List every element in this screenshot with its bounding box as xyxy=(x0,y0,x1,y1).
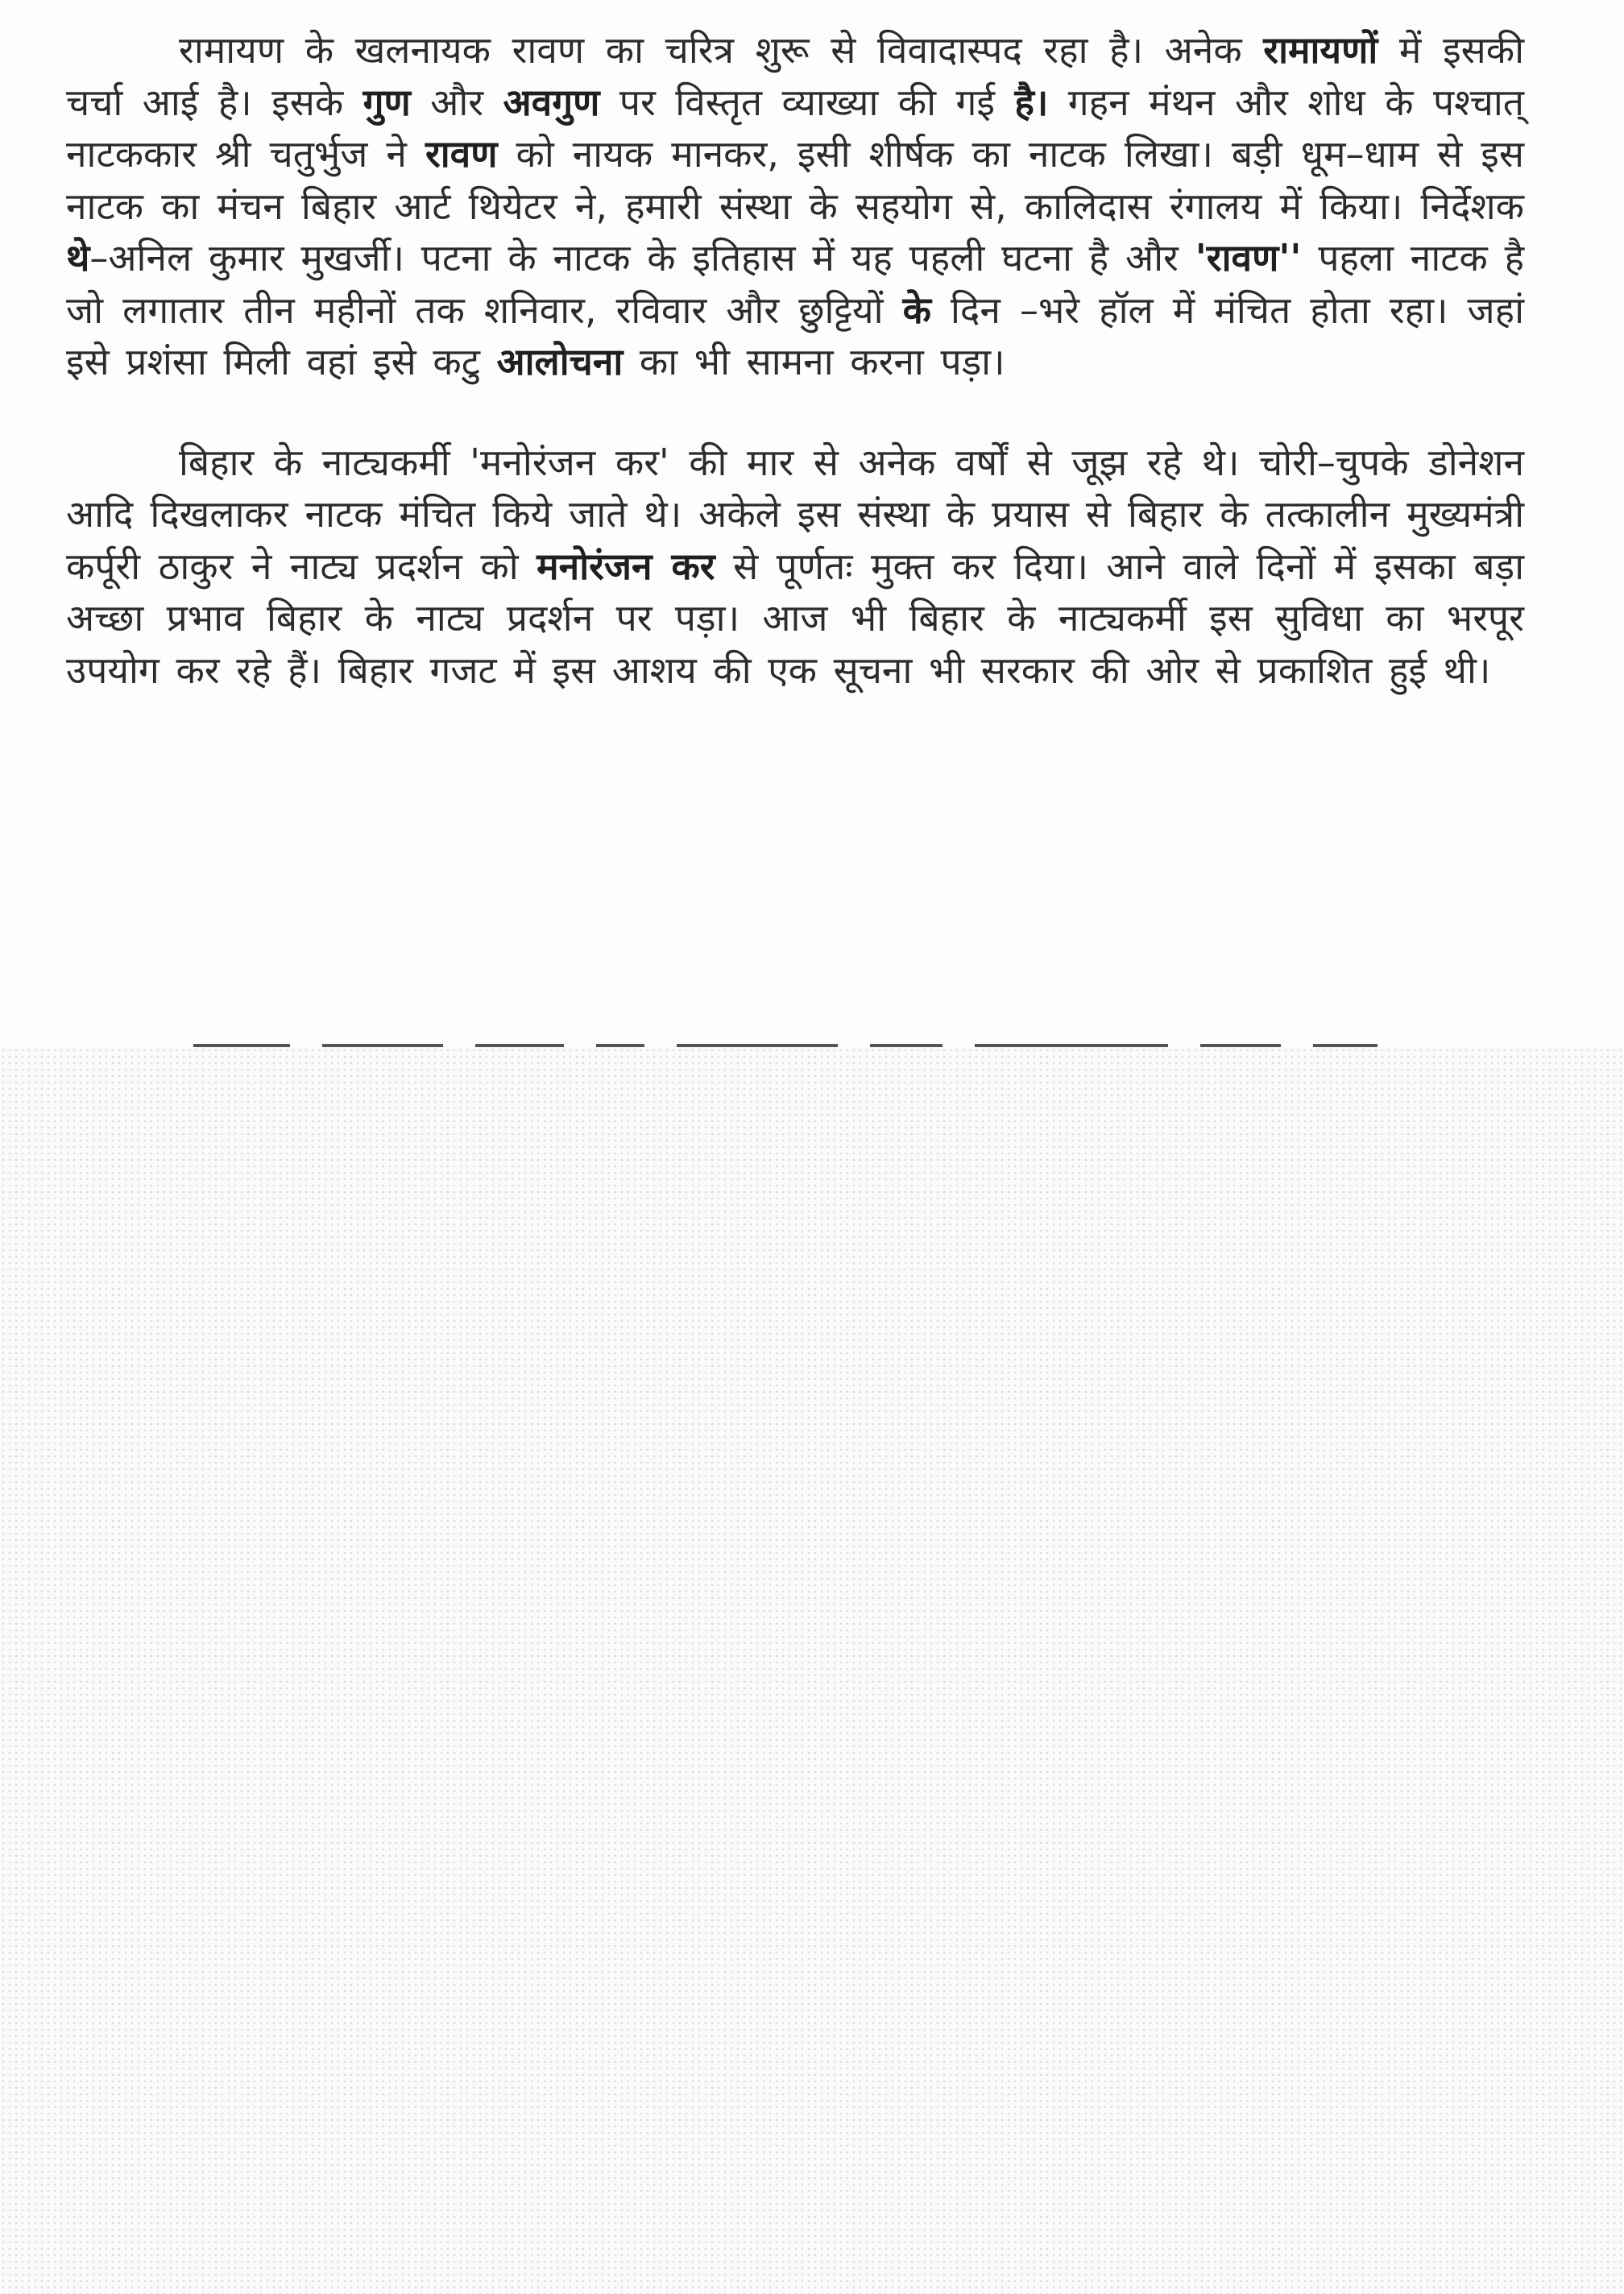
text-segment: दिन –भरे हॉल में मंचित होता रहा। जहां इसे प्रशंसा मिली वहां इसे कटु xyxy=(66,288,1524,383)
bold-text-segment: आलोचना xyxy=(496,340,624,383)
bold-text-segment: रावण xyxy=(425,132,498,176)
text-segment: से पूर्णतः मुक्त कर दिया। आने वाले दिनों में इसका बड़ा अच्छा प्रभाव बिहार के नाट्य प्रदर्शन पर पड़ा। आज भी बिहार के नाट्यकर्मी इस सुविधा का भरपूर उपयोग कर रहे हैं। बिहार गजट में इस आशय की एक सूचना भी सरकार की ओर से प्रकाशित हुई थी। xyxy=(66,544,1524,692)
text-segment: बिहार के नाट्यकर्मी 'मनोरंजन कर' की मार से अनेक वर्षों से जूझ रहे थे। चोरी–चुपके डोनेशन आदि दिखलाकर नाटक मंचित किये जाते थे। अकेले इस संस्था के प्रयास से बिहार के तत्कालीन मुख्यमंत्री कर्पूरी ठाकुर ने नाट्य प्रदर्शन को xyxy=(66,440,1524,588)
bold-text-segment: थे xyxy=(66,236,90,280)
text-segment: को नायक मानकर, इसी शीर्षक का नाटक लिखा। बड़ी धूम–धाम से इस नाटक का मंचन बिहार आर्ट थियेटर ने, हमारी संस्था के सहयोग से, कालिदास रंगालय में किया। निर्देशक xyxy=(66,132,1524,228)
text-segment: रामायण के खलनायक रावण का चरित्र शुरू से विवादास्पद रहा है। अनेक xyxy=(179,28,1264,72)
bold-text-segment: अवगुण xyxy=(503,80,600,124)
text-segment: पर विस्तृत व्याख्या की गई xyxy=(599,80,1015,124)
text-segment: में इसकी चर्चा आई है। इसके xyxy=(66,28,1524,124)
document-body xyxy=(66,24,1524,696)
text-segment: –अनिल कुमार मुखर्जी। पटना के नाटक के इतिहास में यह पहली घटना है और xyxy=(89,236,1195,280)
bold-text-segment: रामायणों xyxy=(1263,28,1378,72)
text-segment: पहला नाटक है जो लगातार तीन महीनों तक शनिवार, रविवार और छुट्टियों xyxy=(66,236,1525,332)
text-segment: गहन मंथन और शोध के पश्चात् नाटककार श्री चतुर्भुज ने xyxy=(66,80,1524,176)
paragraph-ravan-play xyxy=(66,24,1524,388)
bold-text-segment: मनोरंजन कर xyxy=(536,544,715,588)
bold-text-segment: के xyxy=(902,288,931,332)
bold-text-segment: 'रावण'' xyxy=(1195,236,1302,280)
bold-text-segment: है। xyxy=(1014,80,1049,124)
bold-text-segment: गुण xyxy=(362,80,411,124)
printed-text-area xyxy=(0,0,1624,1047)
text-segment: का भी सामना करना पड़ा। xyxy=(623,340,1005,383)
paragraph-entertainment-tax xyxy=(66,437,1524,697)
blank-scan-region xyxy=(0,1047,1624,2294)
text-segment: और xyxy=(410,80,503,124)
